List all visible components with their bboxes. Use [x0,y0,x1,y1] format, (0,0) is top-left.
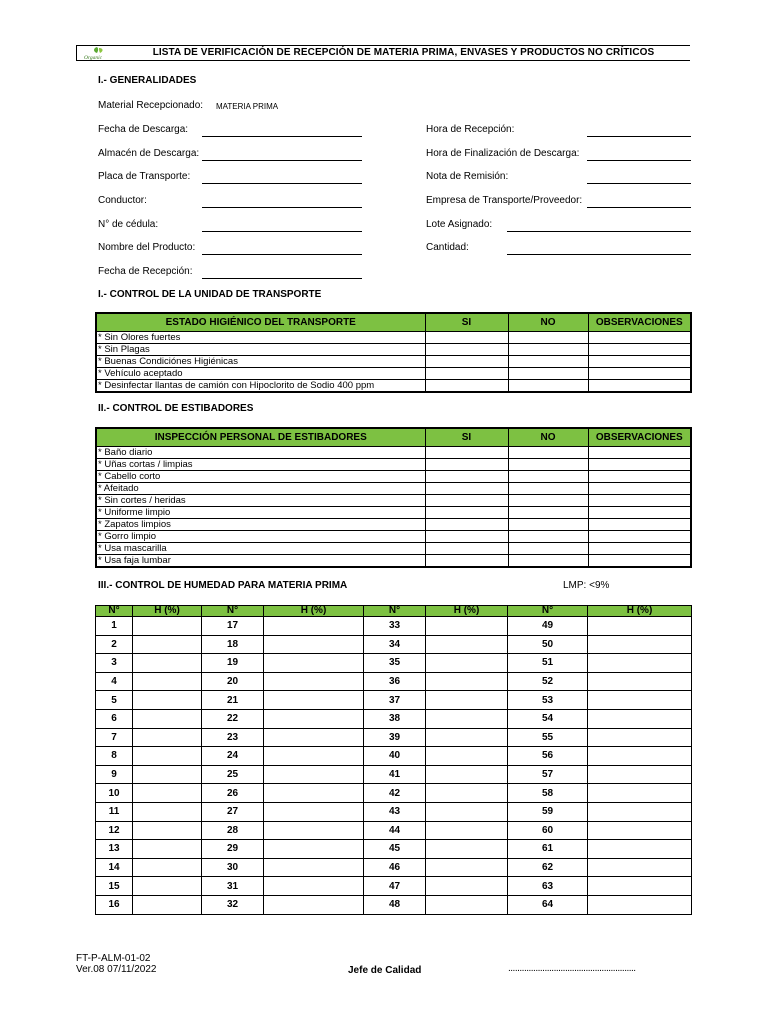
humedad-table [95,605,692,915]
field-input-line[interactable] [587,136,691,137]
form-code: FT-P-ALM-01-02 [76,953,151,964]
table-row [96,343,691,355]
field-input-line[interactable] [507,254,691,255]
company-logo [81,46,115,60]
transporte-table [95,312,692,393]
humidity-value-cell[interactable] [426,877,508,896]
humidity-value-cell[interactable] [133,709,202,728]
humidity-value-cell[interactable] [426,765,508,784]
humidity-value-cell[interactable] [588,709,692,728]
criterion-cell: * Usa mascarilla [96,542,425,554]
field-label: Empresa de Transporte/Proveedor: [426,195,583,206]
field-label: Fecha de Recepción: [98,266,193,277]
column-header: H (%) [133,606,202,617]
field-label: Cantidad: [426,242,469,253]
sample-number-cell: 42 [364,784,426,803]
sample-number-cell: 55 [508,728,588,747]
no-cell[interactable] [508,458,588,470]
criterion-cell: * Buenas Condiciónes Higiénicas [96,355,425,367]
sample-number-cell: 2 [96,635,133,654]
field-input-line[interactable] [202,207,362,208]
humidity-value-cell[interactable] [264,821,364,840]
criterion-cell: * Baño diario [96,446,425,458]
sample-number-cell: 21 [202,691,264,710]
humidity-value-cell[interactable] [426,728,508,747]
si-cell[interactable] [425,379,508,392]
field-input-line[interactable] [202,183,362,184]
observaciones-cell[interactable] [588,506,691,518]
column-header: H (%) [426,606,508,617]
table-row [96,747,692,766]
document-header [76,45,690,61]
no-cell[interactable] [508,355,588,367]
lmp-limit: LMP: <9% [563,580,610,591]
table-row [96,542,691,554]
field-input-line[interactable] [587,160,691,161]
si-cell[interactable] [425,494,508,506]
sample-number-cell: 34 [364,635,426,654]
humidity-value-cell[interactable] [426,691,508,710]
sample-number-cell: 32 [202,895,264,914]
si-cell[interactable] [425,530,508,542]
criterion-cell: * Usa faja lumbar [96,554,425,567]
field-input-line[interactable] [202,136,362,137]
table-row [96,446,691,458]
humidity-value-cell[interactable] [426,654,508,673]
sample-number-cell: 13 [96,840,133,859]
humidity-value-cell[interactable] [264,709,364,728]
table-row [96,840,692,859]
table-row [96,802,692,821]
sample-number-cell: 24 [202,747,264,766]
table-row [96,709,692,728]
no-cell[interactable] [508,518,588,530]
sample-number-cell: 51 [508,654,588,673]
document-title: LISTA DE VERIFICACIÓN DE RECEPCIÓN DE MATERIA PRIMA, ENVASES Y PRODUCTOS NO CRÍTICOS [152,47,655,58]
field-input-line[interactable] [587,207,691,208]
humidity-value-cell[interactable] [588,635,692,654]
no-cell[interactable] [508,331,588,343]
humidity-value-cell[interactable] [588,691,692,710]
field-input-line[interactable] [202,254,362,255]
table-row [96,518,691,530]
si-cell[interactable] [425,470,508,482]
humidity-value-cell[interactable] [588,672,692,691]
field-label: Nombre del Producto: [98,242,196,253]
humidity-value-cell[interactable] [588,747,692,766]
table-row [96,672,692,691]
column-header: N° [364,606,426,617]
observaciones-cell[interactable] [588,494,691,506]
observaciones-cell[interactable] [588,530,691,542]
humidity-value-cell[interactable] [264,802,364,821]
no-cell[interactable] [508,554,588,567]
humidity-value-cell[interactable] [264,728,364,747]
table-row [96,554,691,567]
field-input-line[interactable] [202,278,362,279]
si-cell[interactable] [425,518,508,530]
sample-number-cell: 50 [508,635,588,654]
column-header: H (%) [264,606,364,617]
sample-number-cell: 59 [508,802,588,821]
signature-line[interactable]: ........................................................ [508,963,636,974]
criterion-cell: * Cabello corto [96,470,425,482]
column-header: N° [96,606,133,617]
field-label: Almacén de Descarga: [98,148,200,159]
sample-number-cell: 6 [96,709,133,728]
sample-number-cell: 62 [508,858,588,877]
material-label: Material Recepcionado: [98,100,204,111]
column-header: OBSERVACIONES [588,428,691,446]
humidity-value-cell[interactable] [426,821,508,840]
si-cell[interactable] [425,446,508,458]
humidity-value-cell[interactable] [588,802,692,821]
form-version: Ver.08 07/11/2022 [76,964,157,975]
humidity-value-cell[interactable] [133,654,202,673]
humidity-value-cell[interactable] [264,877,364,896]
sample-number-cell: 19 [202,654,264,673]
humidity-value-cell[interactable] [133,765,202,784]
humidity-value-cell[interactable] [133,672,202,691]
sample-number-cell: 44 [364,821,426,840]
si-cell[interactable] [425,506,508,518]
sample-number-cell: 10 [96,784,133,803]
table-row [96,355,691,367]
table-row [96,635,692,654]
sample-number-cell: 45 [364,840,426,859]
table-row [96,654,692,673]
criterion-cell: * Uñas cortas / limpias [96,458,425,470]
si-cell[interactable] [425,355,508,367]
no-cell[interactable] [508,482,588,494]
table-row [96,784,692,803]
no-cell[interactable] [508,470,588,482]
table-row [96,728,692,747]
table-row [96,331,691,343]
sample-number-cell: 43 [364,802,426,821]
humidity-value-cell[interactable] [264,654,364,673]
sample-number-cell: 23 [202,728,264,747]
humidity-value-cell[interactable] [133,691,202,710]
sample-number-cell: 47 [364,877,426,896]
section-transporte-heading: I.- CONTROL DE LA UNIDAD DE TRANSPORTE [98,289,322,300]
humidity-value-cell[interactable] [426,747,508,766]
observaciones-cell[interactable] [588,458,691,470]
sample-number-cell: 53 [508,691,588,710]
humidity-value-cell[interactable] [426,895,508,914]
humidity-value-cell[interactable] [133,635,202,654]
si-cell[interactable] [425,554,508,567]
sample-number-cell: 37 [364,691,426,710]
sample-number-cell: 39 [364,728,426,747]
humidity-value-cell[interactable] [426,672,508,691]
criterion-cell: * Uniforme limpio [96,506,425,518]
humidity-value-cell[interactable] [426,709,508,728]
sample-number-cell: 35 [364,654,426,673]
field-label: N° de cédula: [98,219,159,230]
sample-number-cell: 22 [202,709,264,728]
sample-number-cell: 57 [508,765,588,784]
humidity-value-cell[interactable] [264,895,364,914]
observaciones-cell[interactable] [588,446,691,458]
table-row [96,458,691,470]
sample-number-cell: 20 [202,672,264,691]
section-estibadores-heading: II.- CONTROL DE ESTIBADORES [98,403,254,414]
table-row [96,691,692,710]
field-label: Placa de Transporte: [98,171,191,182]
sample-number-cell: 8 [96,747,133,766]
sample-number-cell: 28 [202,821,264,840]
sample-number-cell: 60 [508,821,588,840]
humidity-value-cell[interactable] [588,617,692,636]
estibadores-table [95,427,692,568]
observaciones-cell[interactable] [588,331,691,343]
field-input-line[interactable] [507,231,691,232]
sample-number-cell: 17 [202,617,264,636]
humidity-value-cell[interactable] [426,784,508,803]
humidity-value-cell[interactable] [264,765,364,784]
sample-number-cell: 46 [364,858,426,877]
criterion-cell: * Desinfectar llantas de camión con Hipoclorito de Sodio 400 ppm [96,379,425,392]
humidity-value-cell[interactable] [133,858,202,877]
humidity-value-cell[interactable] [264,635,364,654]
table-row [96,506,691,518]
sample-number-cell: 54 [508,709,588,728]
sample-number-cell: 52 [508,672,588,691]
field-input-line[interactable] [202,231,362,232]
humidity-value-cell[interactable] [426,840,508,859]
observaciones-cell[interactable] [588,355,691,367]
humidity-value-cell[interactable] [264,858,364,877]
sample-number-cell: 9 [96,765,133,784]
sample-number-cell: 58 [508,784,588,803]
sample-number-cell: 33 [364,617,426,636]
humidity-value-cell[interactable] [426,617,508,636]
sample-number-cell: 48 [364,895,426,914]
humidity-value-cell[interactable] [133,895,202,914]
humidity-value-cell[interactable] [588,728,692,747]
sample-number-cell: 12 [96,821,133,840]
sample-number-cell: 31 [202,877,264,896]
humidity-value-cell[interactable] [588,821,692,840]
criterion-cell: * Sin Olores fuertes [96,331,425,343]
sample-number-cell: 64 [508,895,588,914]
no-cell[interactable] [508,343,588,355]
humidity-value-cell[interactable] [264,691,364,710]
observaciones-cell[interactable] [588,542,691,554]
no-cell[interactable] [508,530,588,542]
sample-number-cell: 3 [96,654,133,673]
criterion-cell: * Sin Plagas [96,343,425,355]
svg-text:Organic: Organic [84,55,103,60]
field-label: Nota de Remisión: [426,171,509,182]
sample-number-cell: 61 [508,840,588,859]
humidity-value-cell[interactable] [264,784,364,803]
column-header: NO [508,313,588,331]
humidity-value-cell[interactable] [264,840,364,859]
field-input-line[interactable] [587,183,691,184]
table-row [96,530,691,542]
humidity-value-cell[interactable] [588,858,692,877]
sample-number-cell: 11 [96,802,133,821]
si-cell[interactable] [425,331,508,343]
table-row [96,617,692,636]
field-input-line[interactable] [202,160,362,161]
column-header: H (%) [588,606,692,617]
humidity-value-cell[interactable] [133,728,202,747]
sample-number-cell: 26 [202,784,264,803]
humidity-value-cell[interactable] [264,672,364,691]
humidity-value-cell[interactable] [133,617,202,636]
humidity-value-cell[interactable] [426,635,508,654]
no-cell[interactable] [508,367,588,379]
observaciones-cell[interactable] [588,470,691,482]
sample-number-cell: 36 [364,672,426,691]
no-cell[interactable] [508,446,588,458]
section-generalidades-heading: I.- GENERALIDADES [98,75,197,86]
observaciones-cell[interactable] [588,518,691,530]
humidity-value-cell[interactable] [133,747,202,766]
no-cell[interactable] [508,506,588,518]
humidity-value-cell[interactable] [588,840,692,859]
sample-number-cell: 16 [96,895,133,914]
sample-number-cell: 5 [96,691,133,710]
observaciones-cell[interactable] [588,379,691,392]
column-header: INSPECCIÓN PERSONAL DE ESTIBADORES [96,428,425,446]
no-cell[interactable] [508,494,588,506]
si-cell[interactable] [425,458,508,470]
table-row [96,494,691,506]
sample-number-cell: 18 [202,635,264,654]
humidity-value-cell[interactable] [133,877,202,896]
sample-number-cell: 14 [96,858,133,877]
column-header: SI [425,428,508,446]
column-header: NO [508,428,588,446]
observaciones-cell[interactable] [588,367,691,379]
table-row [96,858,692,877]
column-header: N° [508,606,588,617]
sample-number-cell: 7 [96,728,133,747]
table-row [96,379,691,392]
sample-number-cell: 30 [202,858,264,877]
table-row [96,470,691,482]
humidity-value-cell[interactable] [133,802,202,821]
sample-number-cell: 56 [508,747,588,766]
field-label: Hora de Recepción: [426,124,515,135]
material-value: MATERIA PRIMA [216,102,279,111]
table-row [96,821,692,840]
column-header: OBSERVACIONES [588,313,691,331]
criterion-cell: * Afeitado [96,482,425,494]
table-row [96,895,692,914]
humidity-value-cell[interactable] [264,747,364,766]
observaciones-cell[interactable] [588,554,691,567]
sample-number-cell: 25 [202,765,264,784]
no-cell[interactable] [508,379,588,392]
humidity-value-cell[interactable] [264,617,364,636]
criterion-cell: * Zapatos limpios [96,518,425,530]
sample-number-cell: 29 [202,840,264,859]
field-label: Fecha de Descarga: [98,124,189,135]
field-label: Hora de Finalización de Descarga: [426,148,580,159]
si-cell[interactable] [425,542,508,554]
signer-role: Jefe de Calidad [348,965,422,976]
field-label: Lote Asignado: [426,219,493,230]
no-cell[interactable] [508,542,588,554]
si-cell[interactable] [425,482,508,494]
table-row [96,765,692,784]
humidity-value-cell[interactable] [588,895,692,914]
field-label: Conductor: [98,195,147,206]
table-row [96,482,691,494]
observaciones-cell[interactable] [588,482,691,494]
humidity-value-cell[interactable] [133,784,202,803]
humidity-value-cell[interactable] [426,858,508,877]
sample-number-cell: 38 [364,709,426,728]
humidity-value-cell[interactable] [588,784,692,803]
criterion-cell: * Vehículo aceptado [96,367,425,379]
sample-number-cell: 4 [96,672,133,691]
humidity-value-cell[interactable] [588,765,692,784]
column-header: ESTADO HIGIÉNICO DEL TRANSPORTE [96,313,425,331]
sample-number-cell: 27 [202,802,264,821]
sample-number-cell: 63 [508,877,588,896]
section-humedad-heading: III.- CONTROL DE HUMEDAD PARA MATERIA PRIMA [98,580,348,591]
humidity-value-cell[interactable] [588,654,692,673]
si-cell[interactable] [425,343,508,355]
sample-number-cell: 40 [364,747,426,766]
si-cell[interactable] [425,367,508,379]
column-header: N° [202,606,264,617]
sample-number-cell: 15 [96,877,133,896]
observaciones-cell[interactable] [588,343,691,355]
humidity-value-cell[interactable] [133,840,202,859]
sample-number-cell: 49 [508,617,588,636]
humidity-value-cell[interactable] [133,821,202,840]
column-header: SI [425,313,508,331]
humidity-value-cell[interactable] [588,877,692,896]
sample-number-cell: 1 [96,617,133,636]
sample-number-cell: 41 [364,765,426,784]
humidity-value-cell[interactable] [426,802,508,821]
table-row [96,877,692,896]
criterion-cell: * Sin cortes / heridas [96,494,425,506]
table-row [96,367,691,379]
criterion-cell: * Gorro limpio [96,530,425,542]
